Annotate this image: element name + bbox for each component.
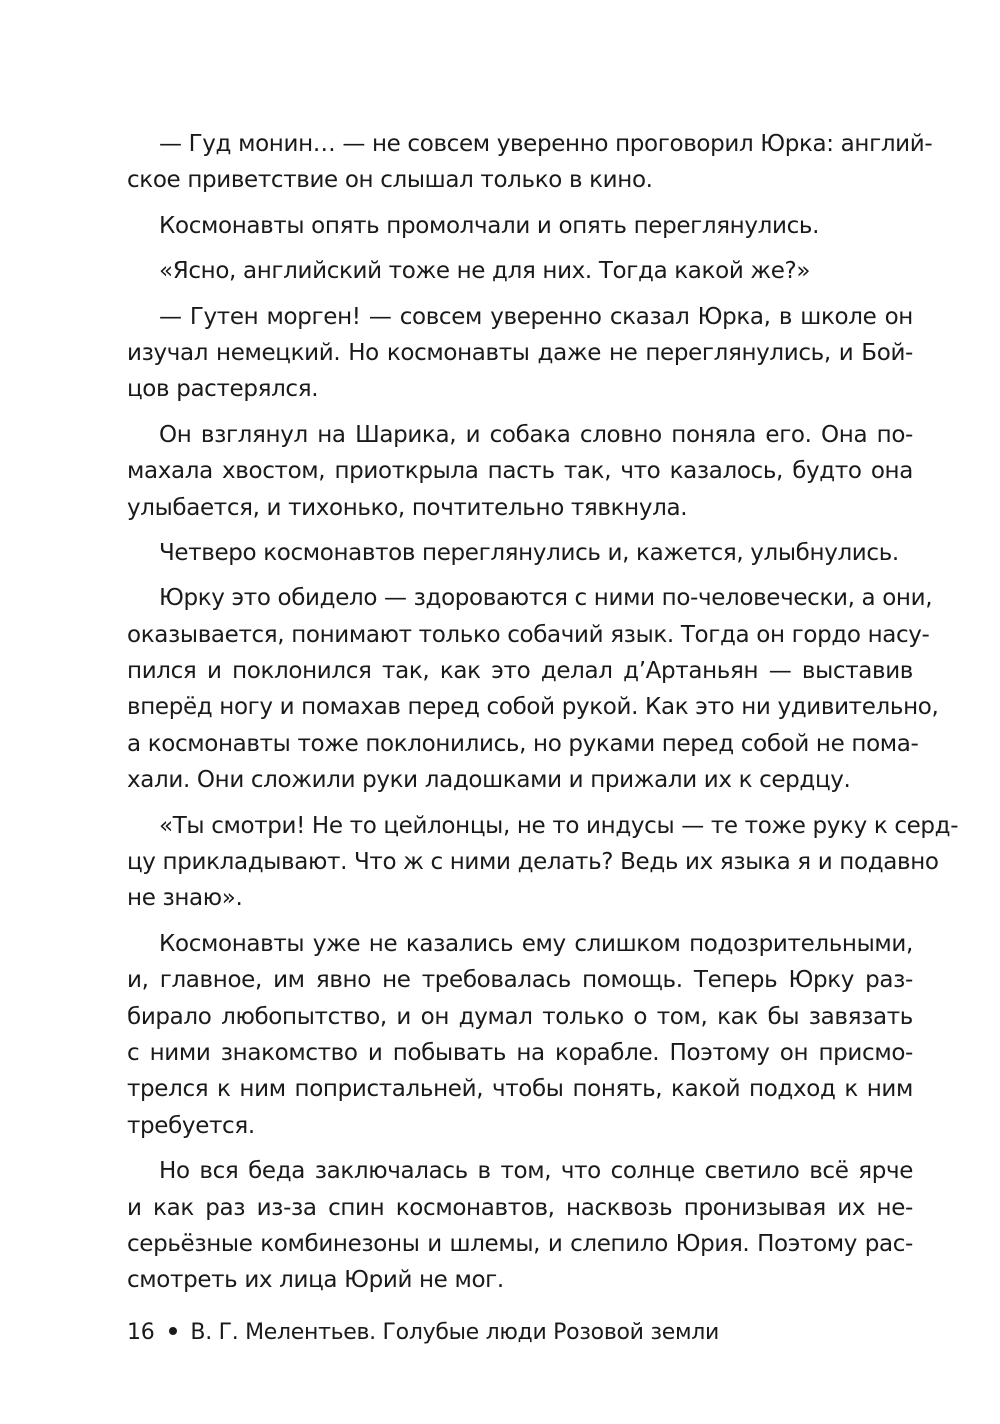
text-line: с ними знакомство и побывать на корабле. Поэтому он присмо- — [127, 1039, 913, 1066]
text-line: требуется. — [127, 1112, 255, 1139]
paragraph — [127, 926, 913, 1144]
paragraph — [127, 126, 933, 199]
paragraph — [127, 253, 913, 289]
text-line: оказывается, понимают только собачий язык. Тогда он гордо насу- — [127, 621, 930, 648]
text-line: цов растерялся. — [127, 376, 319, 403]
text-line: Космонавты уже не казались ему слишком подозрительными, — [159, 930, 913, 957]
text-line: изучал немецкий. Но космонавты даже не переглянулись, и Бой- — [127, 339, 913, 366]
page-number: 16 — [127, 1320, 155, 1345]
text-line: вперёд ногу и помахав перед собой рукой. Как это ни удивительно, — [127, 694, 939, 721]
text-line: — Гуд монин… — не совсем уверенно проговорил Юрка: англий- — [159, 131, 933, 157]
page-footer — [127, 1318, 719, 1348]
paragraph — [127, 299, 913, 408]
text-line: бирало любопытство, и он думал только о том, как бы завязать — [127, 1003, 913, 1030]
text-line: Четверо космонавтов переглянулись и, кажется, улыбнулись. — [159, 539, 899, 566]
text-line: смотреть их лица Юрий не мог. — [127, 1267, 504, 1294]
text-line: махала хвостом, приоткрыла пасть так, что казалось, будто она — [127, 458, 913, 485]
running-title: В. Г. Мелентьев. Голубые люди Розовой земли — [190, 1320, 720, 1345]
text-line: хали. Они сложили руки ладошками и прижали их к сердцу. — [127, 767, 851, 794]
text-line: а космонавты тоже поклонились, но руками перед собой не пома- — [127, 730, 919, 757]
bullet-separator-icon — [169, 1327, 177, 1335]
text-line: серьёзные комбинезоны и шлемы, и слепило Юрия. Поэтому рас- — [127, 1230, 913, 1257]
paragraph — [127, 417, 913, 526]
text-line: и как раз из-за спин космонавтов, насквозь пронизывая их не- — [127, 1194, 913, 1221]
page-text-body — [127, 126, 959, 1299]
paragraph — [127, 580, 939, 798]
text-line: и, главное, им явно не требовалась помощь. Теперь Юрку раз- — [127, 967, 913, 994]
text-line: «Ты смотри! Не то цейлонцы, не то индусы — те тоже руку к серд- — [159, 812, 959, 839]
text-line: — Гутен морген! — совсем уверенно сказал Юрка, в школе он — [159, 303, 913, 330]
text-line: трелся к ним попристальней, чтобы понять, какой подход к ним — [127, 1076, 913, 1103]
paragraph — [127, 1153, 913, 1299]
text-line: не знаю». — [127, 885, 243, 912]
text-line: «Ясно, английский тоже не для них. Тогда какой же?» — [159, 258, 811, 285]
text-line: Но вся беда заключалась в том, что солнце светило всё ярче — [159, 1158, 913, 1185]
text-line: пился и поклонился так, как это делал д’Артаньян — выставив — [127, 658, 913, 685]
paragraph — [127, 808, 959, 917]
text-line: Юрку это обидело — здороваются с ними по-человечески, а они, — [159, 585, 933, 612]
paragraph — [127, 208, 913, 244]
text-line: Космонавты опять промолчали и опять переглянулись. — [159, 212, 820, 239]
text-line: цу прикладывают. Что ж с ними делать? Ведь их языка я и подавно — [127, 849, 939, 876]
text-line: Он взглянул на Шарика, и собака словно поняла его. Она по- — [159, 421, 913, 448]
text-line: улыбается, и тихонько, почтительно тявкнула. — [127, 494, 688, 521]
text-line: ское приветствие он слышал только в кино. — [127, 167, 653, 194]
paragraph — [127, 535, 913, 571]
